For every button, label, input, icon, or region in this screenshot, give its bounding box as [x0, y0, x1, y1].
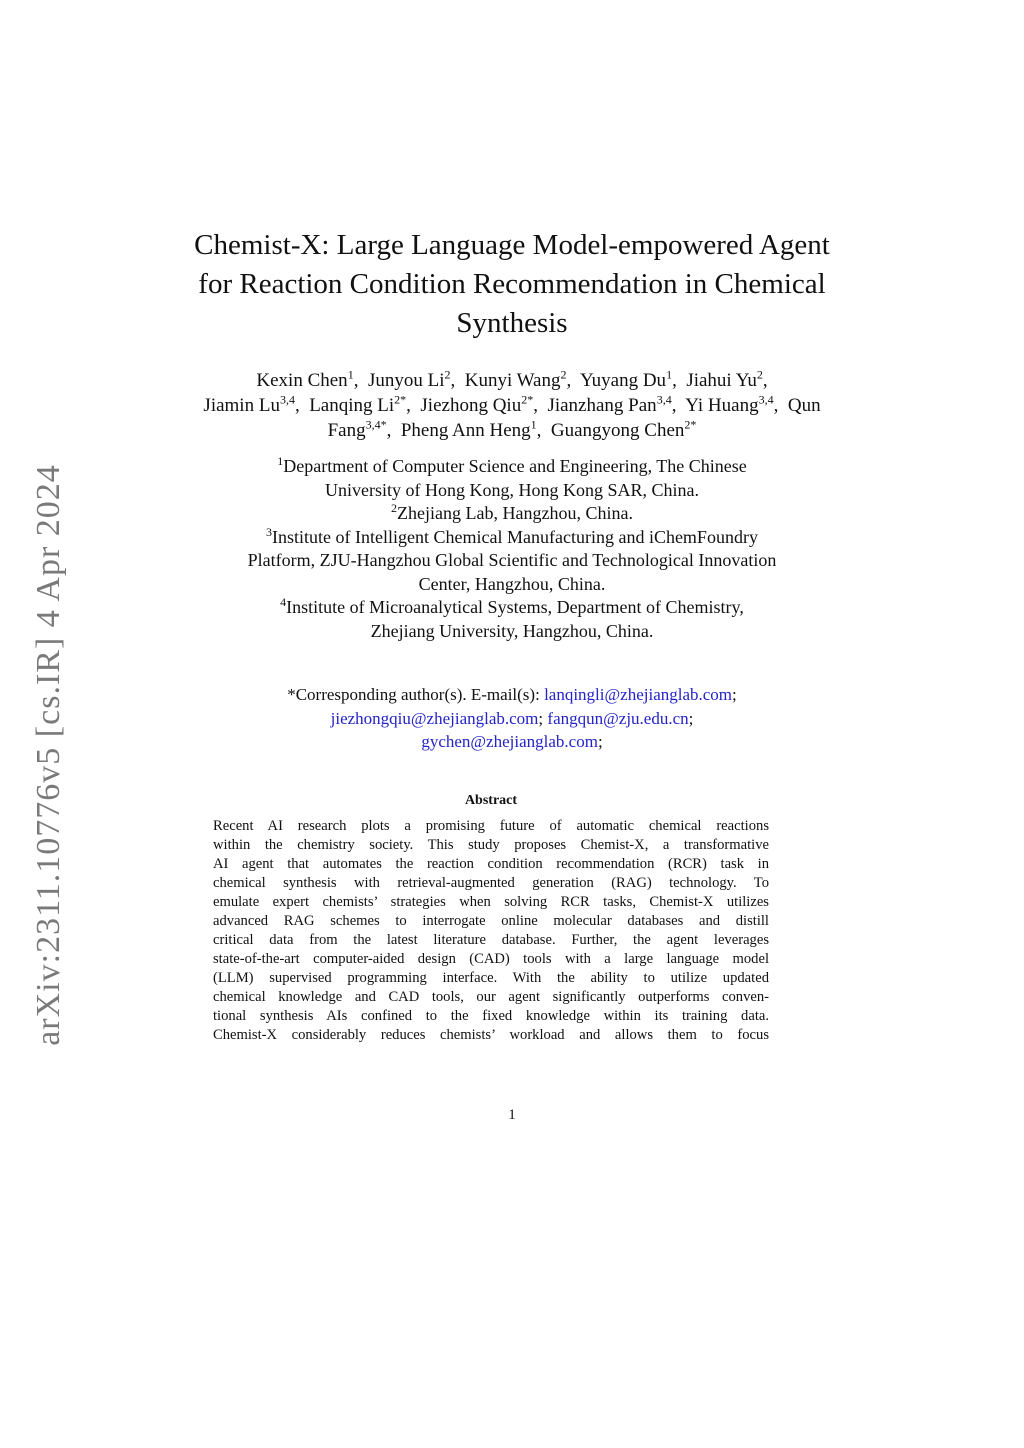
abstract-line: within the chemistry society. This study proposes Chemist-X, a transformative [213, 837, 769, 853]
affiliation: $^3$Institute of Intelligent Chemical Manufacturing and iChemFoundry Platform, ZJU-Hangzhou Global Scientific and Technological Innovation Center, Hangzhou, China. [247, 524, 777, 594]
author: Yuyang Du$^1$ [580, 367, 673, 391]
author: Yi Huang$^{3,4}$ [685, 392, 774, 416]
title-line-1: Chemist-X: Large Language Model-empowered Agent [194, 229, 830, 261]
abstract-line: emulate expert chemists’ strategies when solving RCR tasks, Chemist-X utilizes [213, 894, 769, 910]
affiliation-list [180, 455, 844, 643]
author: Jianzhang Pan$^{3,4}$ [547, 392, 672, 416]
abstract-line: critical data from the latest literature database. Further, the agent leverages [213, 932, 769, 948]
abstract-line: state-of-the-art computer-aided design (CAD) tools with a large language model [213, 951, 769, 967]
arxiv-id-text: arXiv:2311.10776v5 [cs.IR] 4 Apr 2024 [30, 464, 68, 1046]
abstract-line: AI agent that automates the reaction condition recommendation (RCR) task in [213, 856, 769, 872]
affiliation: $^1$Department of Computer Science and Engineering, The Chinese University of Hong Kong, Hong Kong SAR, China. [277, 454, 747, 500]
abstract-line: (LLM) supervised programming interface. With the ability to utilize updated [213, 970, 769, 986]
abstract-line: chemical knowledge and CAD tools, our agent significantly outperforms conven- [213, 989, 769, 1005]
author: Lanqing $Li^{2*}$ [309, 392, 407, 416]
author: Pheng Ann Heng$^1$ [400, 417, 537, 441]
author: Jiezhong Qiu$^{2*}$ [420, 392, 534, 416]
author: Qun Fang$^{3,4*}$ [327, 395, 821, 441]
author: Kunyi Wang$^2$ [464, 367, 567, 391]
affiliation: $^4$Institute of Microanalytical Systems, Department of Chemistry, Zhejiang University, Hangzhou, China. [280, 595, 744, 641]
author-list: Kexin Chen$^1$, Junyou Li$^2$, Kunyi Wang$^2$, Yuyang Du$^1$, Jiahui Yu$^2$, Jiamin Lu$^{3,4}$, Lanqing $Li^{2*}$, Jiezhong Qiu$^{2*}$, Jianzhang Pan$^{3,4}$, Yi Huang$^{3,4}$, Qun Fang$^{3,4*}$, Pheng Ann Heng$^1$, Guangyong Chen$^{2*}$ [203, 367, 821, 441]
page-number: 1 [508, 1107, 516, 1123]
corresponding-authors: *Corresponding author(s). E-mail(s): lanqingli@zhejianglab.com; jiezhongqiu@zhejianglab.com; fangqun@zju.edu.cn; gychen@zhejianglab.com; [287, 685, 737, 751]
title-line-2: for Reaction Condition Recommendation in Chemical [198, 268, 826, 300]
author: Jiamin Lu$^{3,4}$ [203, 392, 295, 416]
abstract-heading: Abstract [464, 793, 518, 808]
corresponding-label: *Corresponding author(s). E-mail(s): [287, 685, 540, 704]
email-link-lanqingli[interactable]: lanqingli@zhejianglab.com [544, 685, 733, 704]
abstract-line: Recent AI research plots a promising future of automatic chemical reactions [213, 818, 769, 834]
author: Jiahui Yu$^2$ [686, 367, 763, 391]
author: Kexin Chen$^1$ [256, 367, 354, 391]
abstract-line: advanced RAG schemes to interrogate online molecular databases and distill [213, 913, 769, 929]
arxiv-identifier-stamp [24, 465, 74, 1045]
author: Junyou Li$^2$ [367, 367, 451, 391]
affiliation: $^2$Zhejiang Lab, Hangzhou, China. [391, 501, 633, 523]
title-line-3: Synthesis [456, 307, 568, 339]
email-link-gychen[interactable]: gychen@zhejianglab.com [421, 732, 598, 751]
abstract-body [213, 817, 769, 1045]
paper-title [170, 226, 854, 343]
abstract-line: tional synthesis AIs confined to the fixed knowledge within its training data. [213, 1008, 769, 1024]
abstract-line: chemical synthesis with retrieval-augmented generation (RAG) technology. To [213, 875, 769, 891]
email-link-jiezhongqiu[interactable]: jiezhongqiu@zhejianglab.com [330, 708, 539, 728]
email-link-fangqun[interactable]: fangqun@zju.edu.cn [547, 708, 689, 728]
author: Guangyong Chen$^{2*}$ [550, 417, 697, 441]
abstract-line: Chemist-X considerably reduces chemists’ workload and allows them to focus [213, 1027, 769, 1043]
